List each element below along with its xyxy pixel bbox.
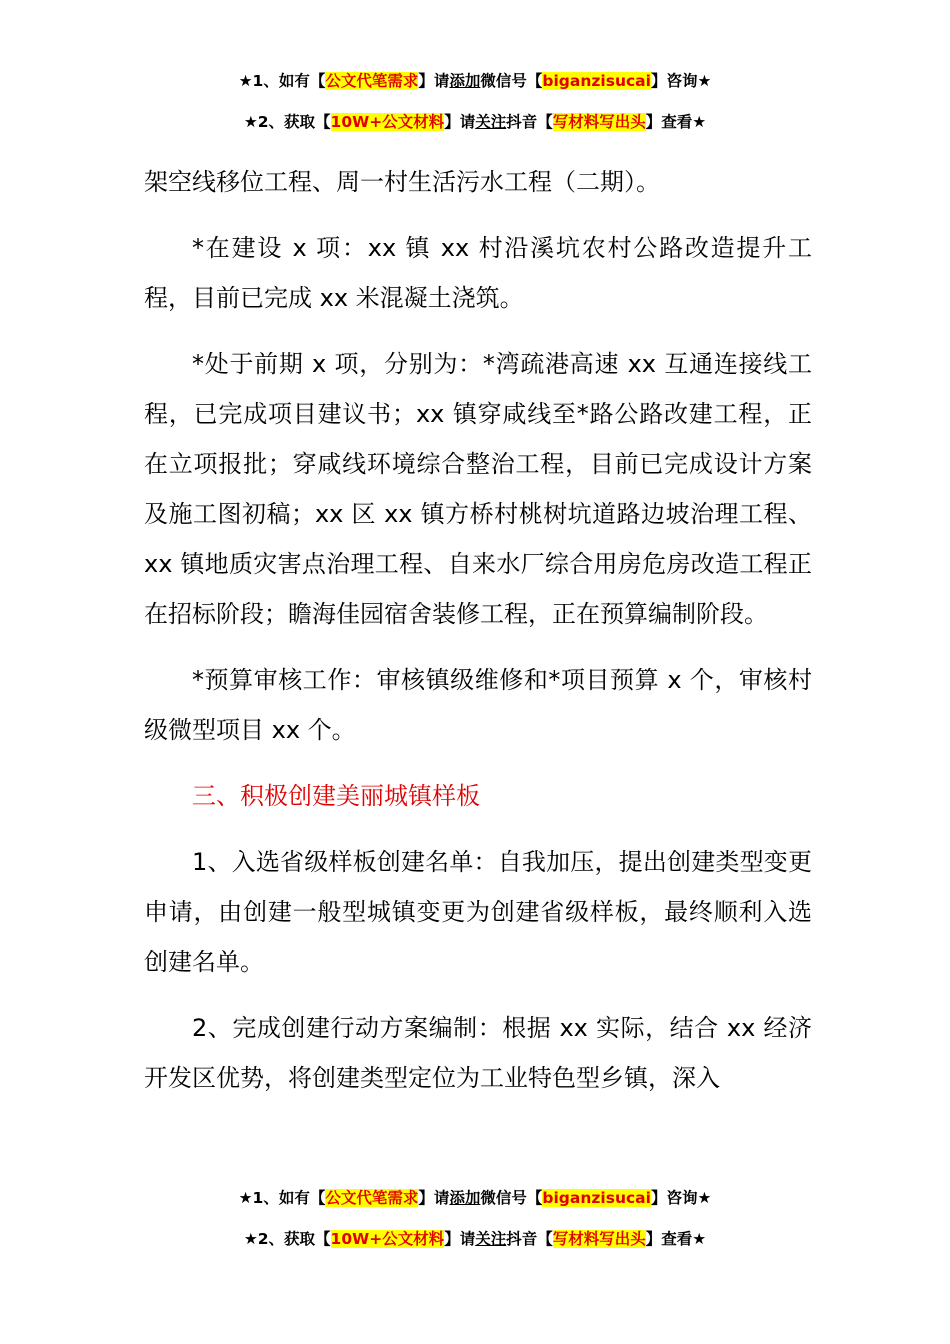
banner-wechat-id: biganzisucai — [542, 1189, 651, 1207]
banner-text: 抖音【 — [506, 1230, 553, 1248]
banner-prefix: ★2、获取【 — [243, 1230, 331, 1248]
banner-underlined-text: 关注 — [475, 113, 507, 131]
banner-suffix: 】查看★ — [645, 113, 707, 131]
banner-underlined-text: 添加 — [449, 72, 481, 90]
banner-highlight: 10W+公文材料 — [330, 113, 445, 131]
banner-highlight: 10W+公文材料 — [330, 1230, 445, 1248]
banner-text: 】请 — [418, 1189, 450, 1207]
banner-underlined-text: 添加 — [449, 1189, 481, 1207]
banner-highlight: 公文代笔需求 — [325, 72, 419, 90]
banner-suffix: 】咨询★ — [650, 1189, 712, 1207]
paragraph: *在建设 x 项：xx 镇 xx 村沿溪坑农村公路改造提升工程，目前已完成 xx 米混凝土浇筑。 — [144, 234, 812, 312]
top-banner-line-2 — [0, 111, 950, 133]
banner-text: 微信号【 — [480, 1189, 543, 1207]
banner-text: 】请 — [418, 72, 450, 90]
banner-suffix: 】咨询★ — [650, 72, 712, 90]
document-body — [144, 157, 812, 1103]
banner-text: 微信号【 — [480, 72, 543, 90]
banner-prefix: ★1、如有【 — [238, 1189, 326, 1207]
paragraph: *处于前期 x 项，分别为：*湾疏港高速 xx 互通连接线工程，已完成项目建议书；xx 镇穿咸线至*路公路改建工程，正在立项报批；穿咸线环境综合整治工程，目前已完成设计方案及施工图初稿；xx 区 xx 镇方桥村桃树坑道路边坡治理工程、xx 镇地质灾害点治理工程、自来水厂综合用房危房改造工程正在招标阶段；瞻海佳园宿舍装修工程，正在预算编制阶段。 — [144, 350, 812, 628]
paragraph: 2、完成创建行动方案编制：根据 xx 实际，结合 xx 经济开发区优势，将创建类型定位为工业特色型乡镇，深入 — [144, 1014, 812, 1092]
banner-text: 】请 — [444, 1230, 476, 1248]
paragraph: *预算审核工作：审核镇级维修和*项目预算 x 个，审核村级微型项目 xx 个。 — [144, 666, 812, 744]
banner-text: 】请 — [444, 113, 476, 131]
banner-prefix: ★2、获取【 — [243, 113, 331, 131]
top-banner-line-1 — [0, 70, 950, 92]
banner-prefix: ★1、如有【 — [238, 72, 326, 90]
banner-suffix: 】查看★ — [645, 1230, 707, 1248]
banner-highlight: 公文代笔需求 — [325, 1189, 419, 1207]
banner-douyin-name: 写材料写出头 — [552, 1230, 646, 1248]
paragraph: 1、入选省级样板创建名单：自我加压，提出创建类型变更申请，由创建一般型城镇变更为创建省级样板，最终顺利入选创建名单。 — [144, 848, 812, 976]
banner-text: 抖音【 — [506, 113, 553, 131]
bottom-banner-line-1 — [0, 1187, 950, 1209]
banner-douyin-name: 写材料写出头 — [552, 113, 646, 131]
section-heading: 三、积极创建美丽城镇样板 — [192, 782, 480, 810]
banner-underlined-text: 关注 — [475, 1230, 507, 1248]
banner-wechat-id: biganzisucai — [542, 72, 651, 90]
bottom-banner-line-2 — [0, 1228, 950, 1250]
paragraph: 架空线移位工程、周一村生活污水工程（二期）。 — [144, 168, 660, 196]
